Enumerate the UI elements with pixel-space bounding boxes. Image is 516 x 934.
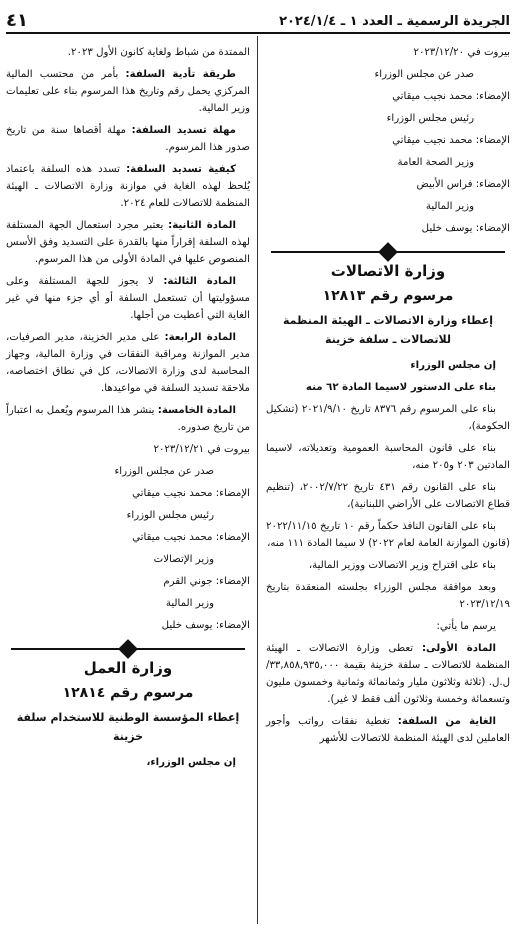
article-1	[266, 640, 510, 708]
column-divider	[257, 36, 258, 924]
decree-subject: إعطاء وزارة الاتصالات ـ الهيئة المنظمة للاتصالات ـ سلفة خزينة	[282, 314, 494, 346]
signatory-title: وزير الصحة العامة	[397, 157, 474, 168]
signatory-title: وزير المالية	[425, 201, 474, 212]
issued-by: صدر عن مجلس الوزراء	[374, 69, 474, 80]
decree-number: مرسوم رقم ١٢٨١٤	[62, 685, 194, 701]
signature-line: الإمضاء: فراس الأبيض	[416, 179, 510, 190]
article-3	[6, 273, 250, 324]
payment-method-text: بأمر من محتسب المالية المركزي يحمل رقم وتاريخ هذا المرسوم بناء على تعليمات وزير المالية.	[6, 69, 250, 114]
signature-line: الإمضاء: محمد نجيب ميقاتي	[392, 91, 510, 102]
ministry-heading: وزارة الاتصالات	[330, 262, 446, 280]
basis-paragraph: وبعد موافقة مجلس الوزراء بجلسته المنعقدة بتاريخ ٢٠٢٣/١٢/١٩	[266, 582, 510, 610]
repayment-method	[6, 161, 250, 212]
gazette-title: الجريدة الرسمية ـ العدد ١ ـ ٢٠٢٤/١/٤	[279, 14, 510, 29]
issue-date: بيروت في ٢٠٢٣/١٢/٢٠	[413, 47, 510, 58]
council-line: إن مجلس الوزراء،	[146, 757, 236, 768]
signatory-title: وزير الإتصالات	[153, 554, 214, 565]
article-4	[6, 329, 250, 397]
article-5	[6, 402, 250, 436]
signatory-title: وزير المالية	[165, 598, 214, 609]
loan-purpose	[266, 713, 510, 747]
loan-purpose-label: الغاية من السلفة:	[397, 716, 496, 727]
article-3-text: لا يجوز للجهة المستلفة وعلى مسؤوليتها أن تستعمل السلفة أو أي جزء منها في غير الغاية التي أعطيت من أجلها.	[6, 276, 250, 321]
repayment-term-label: مهلة تسديد السلفة:	[131, 125, 236, 136]
basis-paragraph: بناء على قانون المحاسبة العمومية وتعديلاته، لاسيما المادتين ٢٠٣ و٢٠٥ منه،	[266, 443, 510, 471]
article-4-label: المادة الرابعة:	[164, 332, 236, 343]
article-1-label: المادة الأولى:	[421, 643, 496, 654]
left-column	[6, 44, 250, 776]
article-5-text: ينشر هذا المرسوم ويُعمل به اعتباراً من تاريخ صدوره.	[6, 405, 250, 433]
page-header	[6, 6, 510, 34]
signature-line: الإمضاء: محمد نجيب ميقاتي	[392, 135, 510, 146]
signatory-title: رئيس مجلس الوزراء	[126, 510, 214, 521]
article-2	[6, 217, 250, 268]
decrees-line: يرسم ما يأتي:	[436, 621, 496, 632]
section-divider	[271, 247, 505, 257]
basis-line: بناء على الدستور لاسيما المادة ٦٢ منه	[305, 382, 496, 393]
basis-paragraph: بناء على القانون رقم ٤٣١ تاريخ ٢٠٠٢/٧/٢٢، (تنظيم قطاع الاتصالات على الأراضي اللبنانية)،	[266, 482, 510, 510]
payment-method	[6, 66, 250, 117]
repayment-term-text: مهلة أقصاها سنة من تاريخ صدور هذا المرسوم.	[6, 125, 250, 153]
article-4-text: على مدير الخزينة، مدير الصرفيات، مدير الموازنة ومراقبة النفقات في وزارة المالية، وجهاز المحاسبة لدى وزارة الاتصالات، كل في نطاق اختصاصه، ملاحقة تسديد السلفة في مواعيدها.	[6, 332, 250, 394]
page-number: ٤١	[6, 10, 28, 31]
signature-line: الإمضاء: جوني القرم	[163, 576, 250, 587]
continued-paragraph: الممتدة من شباط ولغاية كانون الأول ٢٠٢٣.	[67, 47, 250, 58]
decree-subject: إعطاء المؤسسة الوطنية للاستخدام سلفة خزينة	[16, 711, 240, 743]
article-1-text: تعطى وزارة الاتصالات ـ الهيئة المنظمة للاتصالات ـ سلفة خزينة بقيمة ٣٣,٨٥٨,٩٣٥,٠٠٠/ ل.ل. (ثلاثة وثلاثون مليار وثمانمائة وثمانية وخمسون مليون وتسعمائة وخمسة وثلاثون ألف فقط لا غير).	[266, 643, 510, 705]
basis-paragraph: بناء على اقتراح وزير الاتصالات ووزير المالية،	[308, 560, 496, 571]
article-2-text: يعتبر مجرد استعمال الجهة المستلفة لهذه السلفة إقراراً منها بالقدرة على التسديد وفق الأسس المنصوص عليها في المادة الأولى من هذا المرسوم.	[6, 220, 250, 265]
article-2-label: المادة الثانية:	[168, 220, 236, 231]
ministry-heading: وزارة العمل	[83, 659, 173, 677]
signature-line: الإمضاء: يوسف خليل	[161, 620, 250, 631]
signature-line: الإمضاء: يوسف خليل	[421, 223, 510, 234]
council-line: إن مجلس الوزراء	[410, 360, 496, 371]
basis-paragraph: بناء على المرسوم رقم ٨٣٧٦ تاريخ ٢٠٢١/٩/١٠ (تشكيل الحكومة)،	[266, 404, 510, 432]
signatory-title: رئيس مجلس الوزراء	[386, 113, 474, 124]
issue-date: بيروت في ٢٠٢٣/١٢/٢١	[153, 444, 250, 455]
payment-method-label: طريقة تأدية السلفة:	[125, 69, 237, 80]
repayment-method-label: كيفية تسديد السلفة:	[126, 164, 236, 175]
repayment-term	[6, 122, 250, 156]
loan-purpose-text: تغطية نفقات رواتب وأجور العاملين لدى الهيئة المنظمة للاتصالات للأشهر	[266, 716, 510, 744]
section-divider	[11, 644, 245, 654]
article-5-label: المادة الخامسة:	[157, 405, 236, 416]
issued-by: صدر عن مجلس الوزراء	[114, 466, 214, 477]
repayment-method-text: تسدد هذه السلفة باعتماد يُلحظ لهذه الغاية في موازنة وزارة الاتصالات ـ الهيئة المنظمة للاتصالات للعام ٢٠٢٤.	[6, 164, 250, 209]
basis-paragraph: بناء على القانون النافذ حكماً رقم ١٠ تاريخ ٢٠٢٢/١١/١٥ (قانون الموازنة العامة لعام ٢٠٢٢) لا سيما المادة ١١١ منه،	[266, 521, 510, 549]
signature-line: الإمضاء: محمد نجيب ميقاتي	[132, 488, 250, 499]
signature-line: الإمضاء: محمد نجيب ميقاتي	[132, 532, 250, 543]
decree-number: مرسوم رقم ١٢٨١٣	[322, 288, 454, 304]
article-3-label: المادة الثالثة:	[163, 276, 236, 287]
right-column	[266, 44, 510, 752]
